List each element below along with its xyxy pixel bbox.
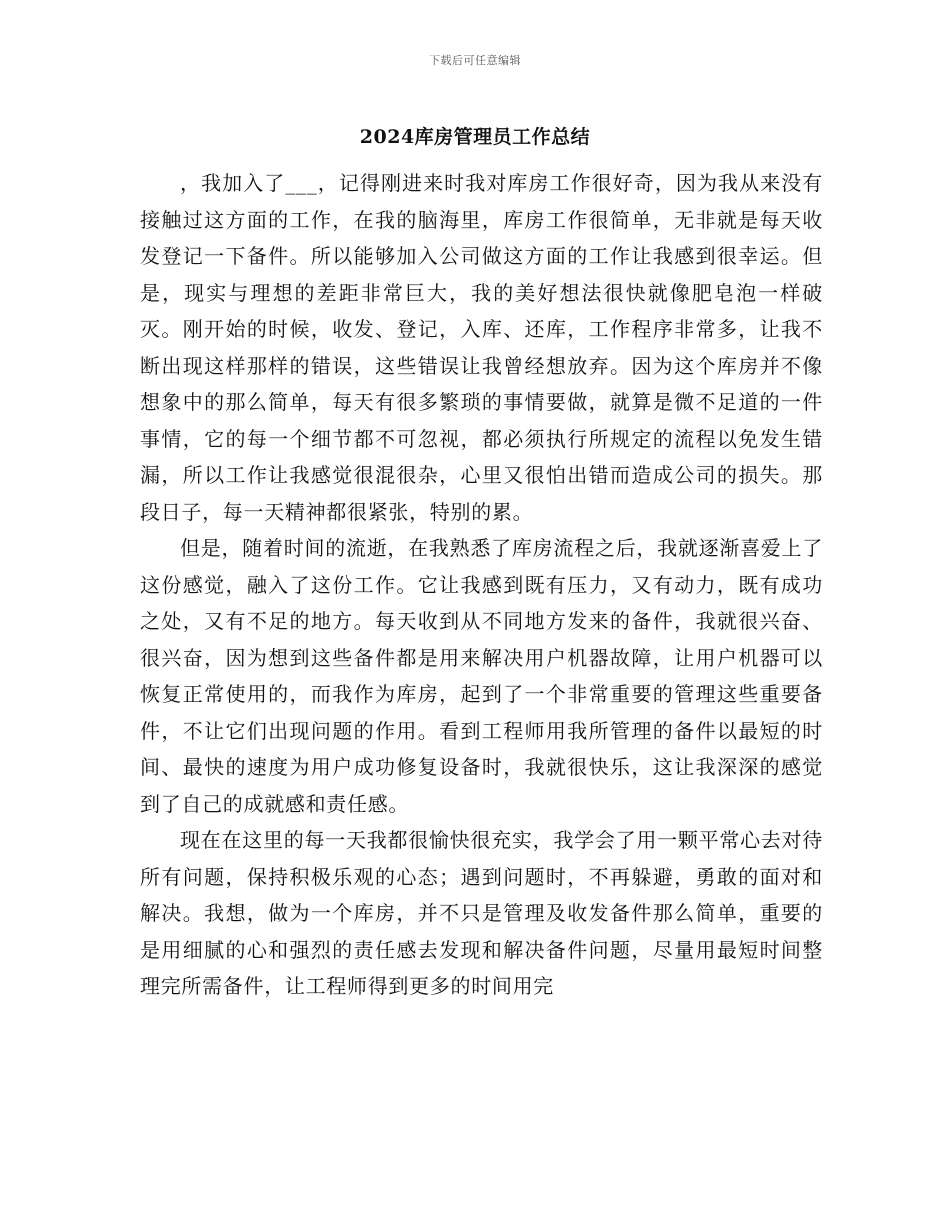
document-title: 2024库房管理员工作总结 <box>359 126 591 148</box>
paragraph-3: 现在在这里的每一天我都很愉快很充实，我学会了用一颗平常心去对待所有问题，保持积极乐观的心态；遇到问题时，不再躲避，勇敢的面对和解决。我想，做为一个库房，并不只是管理及收发备件那么简单，重要的是用细腻的心和强烈的责任感去发现和解决备件问题，尽量用最短时间整理完所需备件，让工程师得到更多的时间用完 <box>140 828 823 998</box>
document-body <box>140 165 823 1005</box>
paragraph-1: ，我加入了___，记得刚进来时我对库房工作很好奇，因为我从来没有接触过这方面的工作，在我的脑海里，库房工作很简单，无非就是每天收发登记一下备件。所以能够加入公司做这方面的工作让我感到很幸运。但是，现实与理想的差距非常巨大，我的美好想法很快就像肥皂泡一样破灭。刚开始的时候，收发、登记，入库、还库，工作程序非常多，让我不断出现这样那样的错误，这些错误让我曾经想放弃。因为这个库房并不像想象中的那么简单，每天有很多繁琐的事情要做，就算是微不足道的一件事情，它的每一个细节都不可忽视，都必须执行所规定的流程以免发生错漏，所以工作让我感觉很混很杂，心里又很怕出错而造成公司的损失。那段日子，每一天精神都很紧张，特别的累。 <box>140 171 823 524</box>
page-header-note: 下载后可任意编辑 <box>429 54 521 67</box>
paragraph-2: 但是，随着时间的流逝，在我熟悉了库房流程之后，我就逐渐喜爱上了这份感觉，融入了这份工作。它让我感到既有压力，又有动力，既有成功之处，又有不足的地方。每天收到从不同地方发来的备件，我就很兴奋、很兴奋，因为想到这些备件都是用来解决用户机器故障，让用户机器可以恢复正常使用的，而我作为库房，起到了一个非常重要的管理这些重要备件，不让它们出现问题的作用。看到工程师用我所管理的备件以最短的时间、最快的速度为用户成功修复设备时，我就很快乐，这让我深深的感觉到了自己的成就感和责任感。 <box>140 536 823 816</box>
